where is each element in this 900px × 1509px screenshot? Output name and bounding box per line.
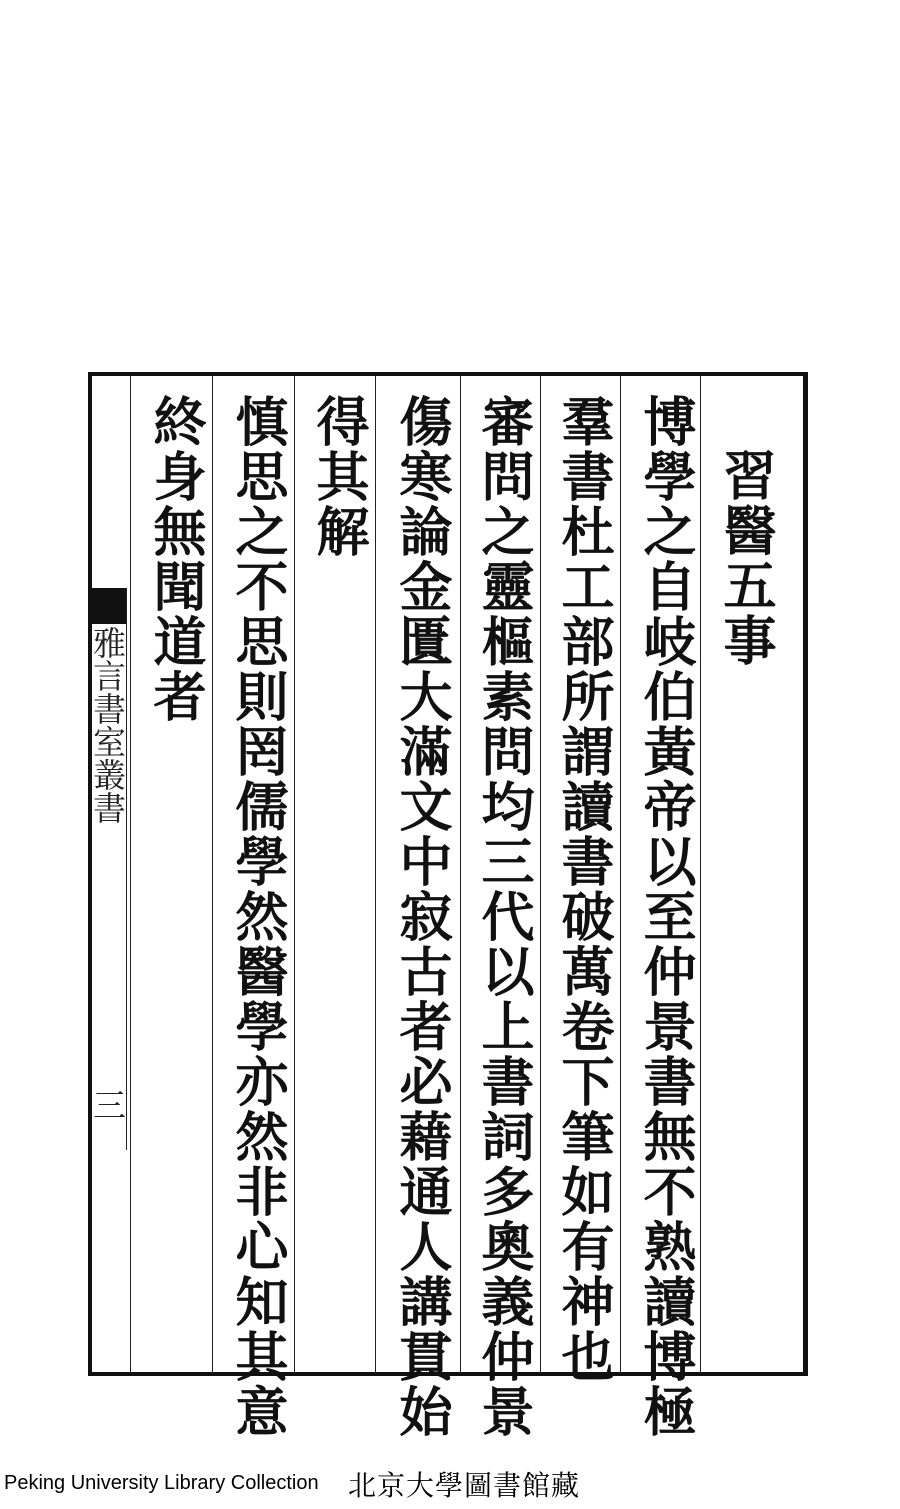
spine-rule xyxy=(126,588,127,1150)
column-rule xyxy=(460,376,461,1372)
text-column-2: 羣書杜工部所謂讀書破萬卷下筆如有神也 xyxy=(553,394,615,1384)
text-column-1: 博學之自岐伯黃帝以至仲景書無不熟讀博極 xyxy=(635,394,697,1439)
text-column-3: 審問之靈樞素問均三代以上書詞多奧義仲景 xyxy=(473,394,535,1439)
column-rule xyxy=(540,376,541,1372)
text-frame xyxy=(88,372,808,1439)
column-rule xyxy=(294,376,295,1372)
column-rule xyxy=(130,376,131,1372)
spine-title: 雅言書室叢書 xyxy=(88,626,127,824)
fish-tail-mark xyxy=(88,588,126,624)
collection-footer xyxy=(0,1462,900,1502)
column-rule xyxy=(620,376,621,1372)
collection-label-en: Peking University Library Collection xyxy=(4,1472,319,1494)
column-rule xyxy=(375,376,376,1372)
text-column-5: 得其解 xyxy=(308,394,370,559)
text-column-6: 慎思之不思則罔儒學然醫學亦然非心知其意 xyxy=(227,394,289,1439)
spine-page-number: 三 xyxy=(88,1088,127,1121)
collection-label-zh: 北京大學圖書館藏 xyxy=(348,1469,581,1502)
column-rule xyxy=(212,376,213,1372)
text-column-7: 終身無聞道者 xyxy=(145,394,207,724)
text-column-4: 傷寒論金匱大滿文中寂古者必藉通人講貫始 xyxy=(391,394,453,1439)
block-heart xyxy=(88,588,128,1150)
section-title: 習醫五事 xyxy=(715,448,777,668)
column-rule xyxy=(700,376,701,1372)
